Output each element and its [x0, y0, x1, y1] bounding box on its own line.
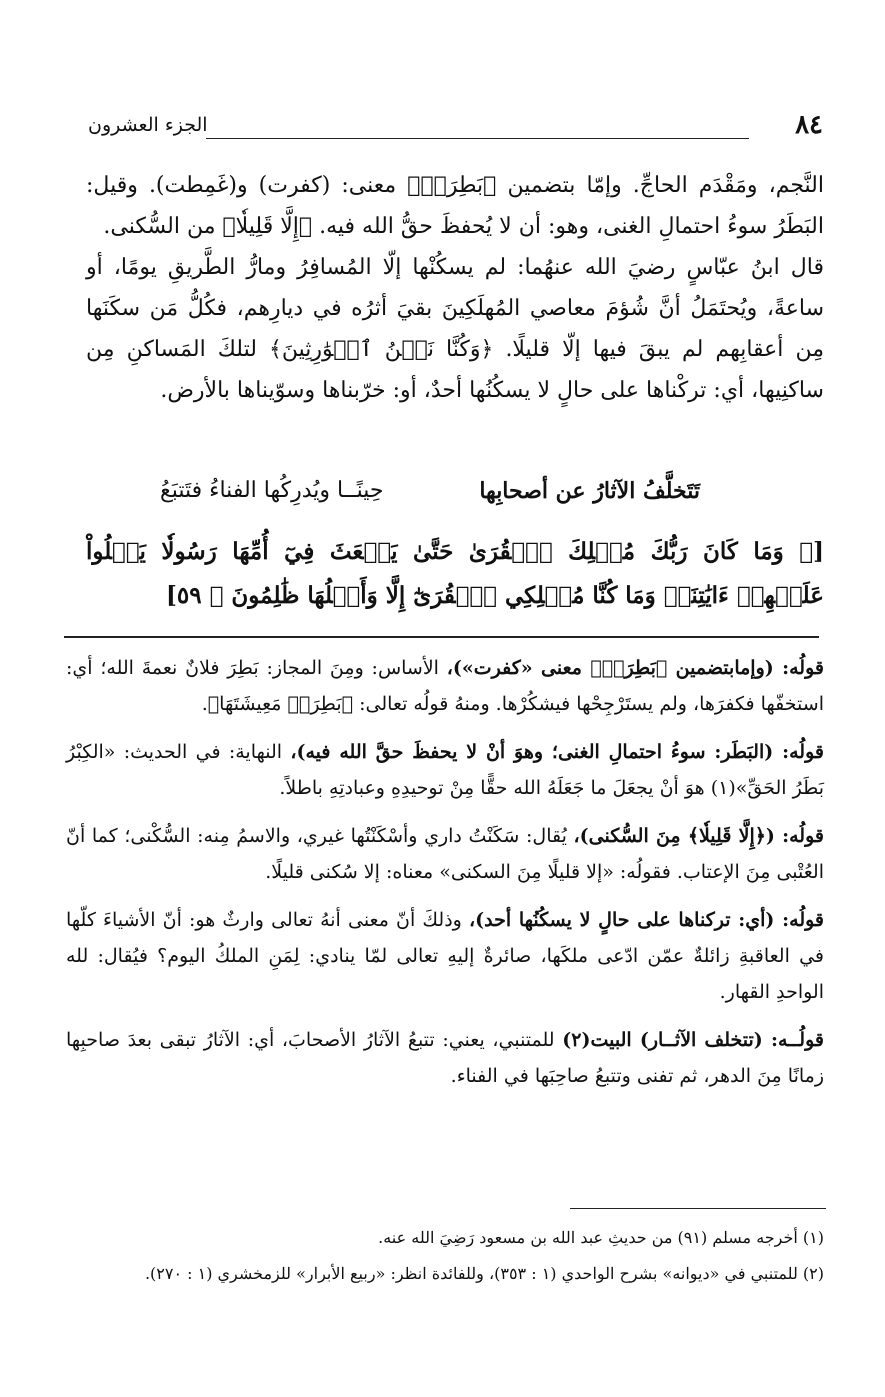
commentary-lead: قولُه: (البَطَر: سوءُ احتمالِ الغنى؛ وهوَ أنْ لا يحفظَ حقَّ الله فيه)،	[290, 741, 824, 763]
commentary	[66, 650, 824, 1106]
header-rule	[206, 138, 749, 139]
commentary-paragraph	[66, 818, 824, 890]
commentary-text: يُقال: سَكَنْتُ داري وأسْكَنْتُها غيري، والاسمُ مِنه: السُّكْنى؛ كما أنّ العُتْبى مِنَ الإعتاب. فقولُه: «إلا قليلًا مِنَ السكنى» معناه: إلا سُكنى قليلًا.	[66, 825, 824, 883]
commentary-text: النهاية: في الحديث: «الكِبْرُ بَطَرُ الحَقِّ»(١) هوَ أنْ يجعَلَ ما جَعَلَهُ الله حقًّا مِنْ توحيدِهِ وعبادتِهِ باطلاً.	[66, 741, 824, 799]
footnote-rule	[570, 1208, 826, 1209]
quran-verse: [﴿ وَمَا كَانَ رَبُّكَ مُهۡلِكَ ٱلۡقُرَىٰ حَتَّىٰ يَبۡعَثَ فِيٓ أُمِّهَا رَسُولٗا يَتۡلُواْ عَلَيۡهِمۡ ءَايَٰتِنَاۚ وَمَا كُنَّا مُهۡلِكِي ٱلۡقُرَىٰٓ إِلَّا وَأَهۡلُهَا ظَٰلِمُونَ ﴾ ٥٩]	[86, 538, 824, 609]
footnote-2: (٢) للمتنبي في «ديوانه» بشرح الواحدي (١ : ٣٥٣)، وللفائدة انظر: «ربيع الأبرار» للزمخشري (١ : ٢٧٠).	[144, 1264, 824, 1283]
commentary-text: وذلكَ أنّ معنى أنهُ تعالى وارثٌ هو: أنّ الأشياءَ كلّها في العاقبةِ زائلةٌ عمّن ادّعى ملكَها، صائرةٌ إليهِ تعالى لمّا ينادي: لِمَنِ الملكُ اليوم؟ فيُقال: لله الواحدِ القهار.	[66, 909, 824, 1003]
verse-hemistich-2: حِينًــا ويُدرِكُها الفناءُ فتَتبَعُ	[160, 478, 384, 503]
main-paragraph-2: قال ابنُ عبّاسٍ رضيَ الله عنهُما: لم يسكُنْها إلّا المُسافِرُ ومارُّ الطَّريقِ يومًا، أو ساعةً، ويُحتَمَلُ أنَّ شُؤمَ معاصي المُهلَكِينَ بقيَ أثرُه في ديارِهم، فكُلُّ مَن سكَنَها مِن أعقابِهم لم يبقَ فيها إلّا قليلًا. ﴿وَكُنَّا نَحۡنُ ٱلۡوَٰرِثِينَ﴾ لتلكَ المَساكنِ مِن ساكنِيها، أي: تركْناها على حالٍ لا يسكُنُها أحدٌ، أو: خرّبناها وسوّيناها بالأرض.	[86, 255, 824, 403]
commentary-text: للمتنبي، يعني: تتبعُ الآثارُ الأصحابَ، أي: الآثارُ تبقى بعدَ صاحبِها زمانًا مِنَ الدهر، ثم تفنى وتتبعُ صاحِبَها في الفناء.	[66, 1029, 824, 1087]
footnotes	[66, 1220, 824, 1292]
commentary-lead: قولُه: (وإمابتضمين ﴿بَطِرَتۡ﴾ معنى «كفرت»)،	[446, 657, 824, 679]
main-paragraph-1: النَّجم، ومَقْدَم الحاجِّ. وإمّا بتضمين ﴿بَطِرَتۡ﴾ معنى: (كفرت) و(غَمِطت). وقيل: البَطَرُ سوءُ احتمالِ الغنى، وهو: أن لا يُحفظَ حقُّ الله فيه. ﴿إِلَّا قَلِيلٗا﴾ من السُّكنى.	[86, 173, 824, 239]
main-text	[86, 165, 824, 411]
commentary-lead: قولُــه: (تتخلف الآثــار) البيت(٢)	[562, 1029, 824, 1051]
commentary-lead: قولُه: (أي: تركناها على حالٍ لا يسكُنُها أحد)،	[469, 909, 825, 931]
footnote-1: (١) أخرجه مسلم (٩١) من حديثِ عبد الله بن مسعود رَضِيَ الله عنه.	[378, 1228, 824, 1247]
verse-hemistich-1: تَتَخلَّفُ الآثارُ عن أصحابِها	[479, 478, 700, 504]
commentary-paragraph	[66, 650, 824, 722]
commentary-lead: قولُه: (﴿إِلَّا قَلِيلٗا﴾ مِنَ السُّكنى)،	[573, 825, 824, 847]
running-title: الجزء العشرون	[88, 114, 208, 136]
poetry-verse	[160, 478, 700, 518]
commentary-paragraph	[66, 902, 824, 1010]
page-number: ٨٤	[795, 110, 823, 140]
section-divider	[64, 636, 819, 638]
commentary-paragraph	[66, 1022, 824, 1094]
commentary-text: الأساس: ومِنَ المجاز: بَطِرَ فلانٌ نعمةَ الله؛ أي: استخفّها فكفرَها، ولم يستَرْجِحْها فيشكُرْها. ومنهُ قولُه تعالى: ﴿بَطِرَتۡ مَعِيشَتَهَا﴾.	[66, 657, 824, 715]
commentary-paragraph	[66, 734, 824, 806]
page-header	[88, 110, 823, 150]
